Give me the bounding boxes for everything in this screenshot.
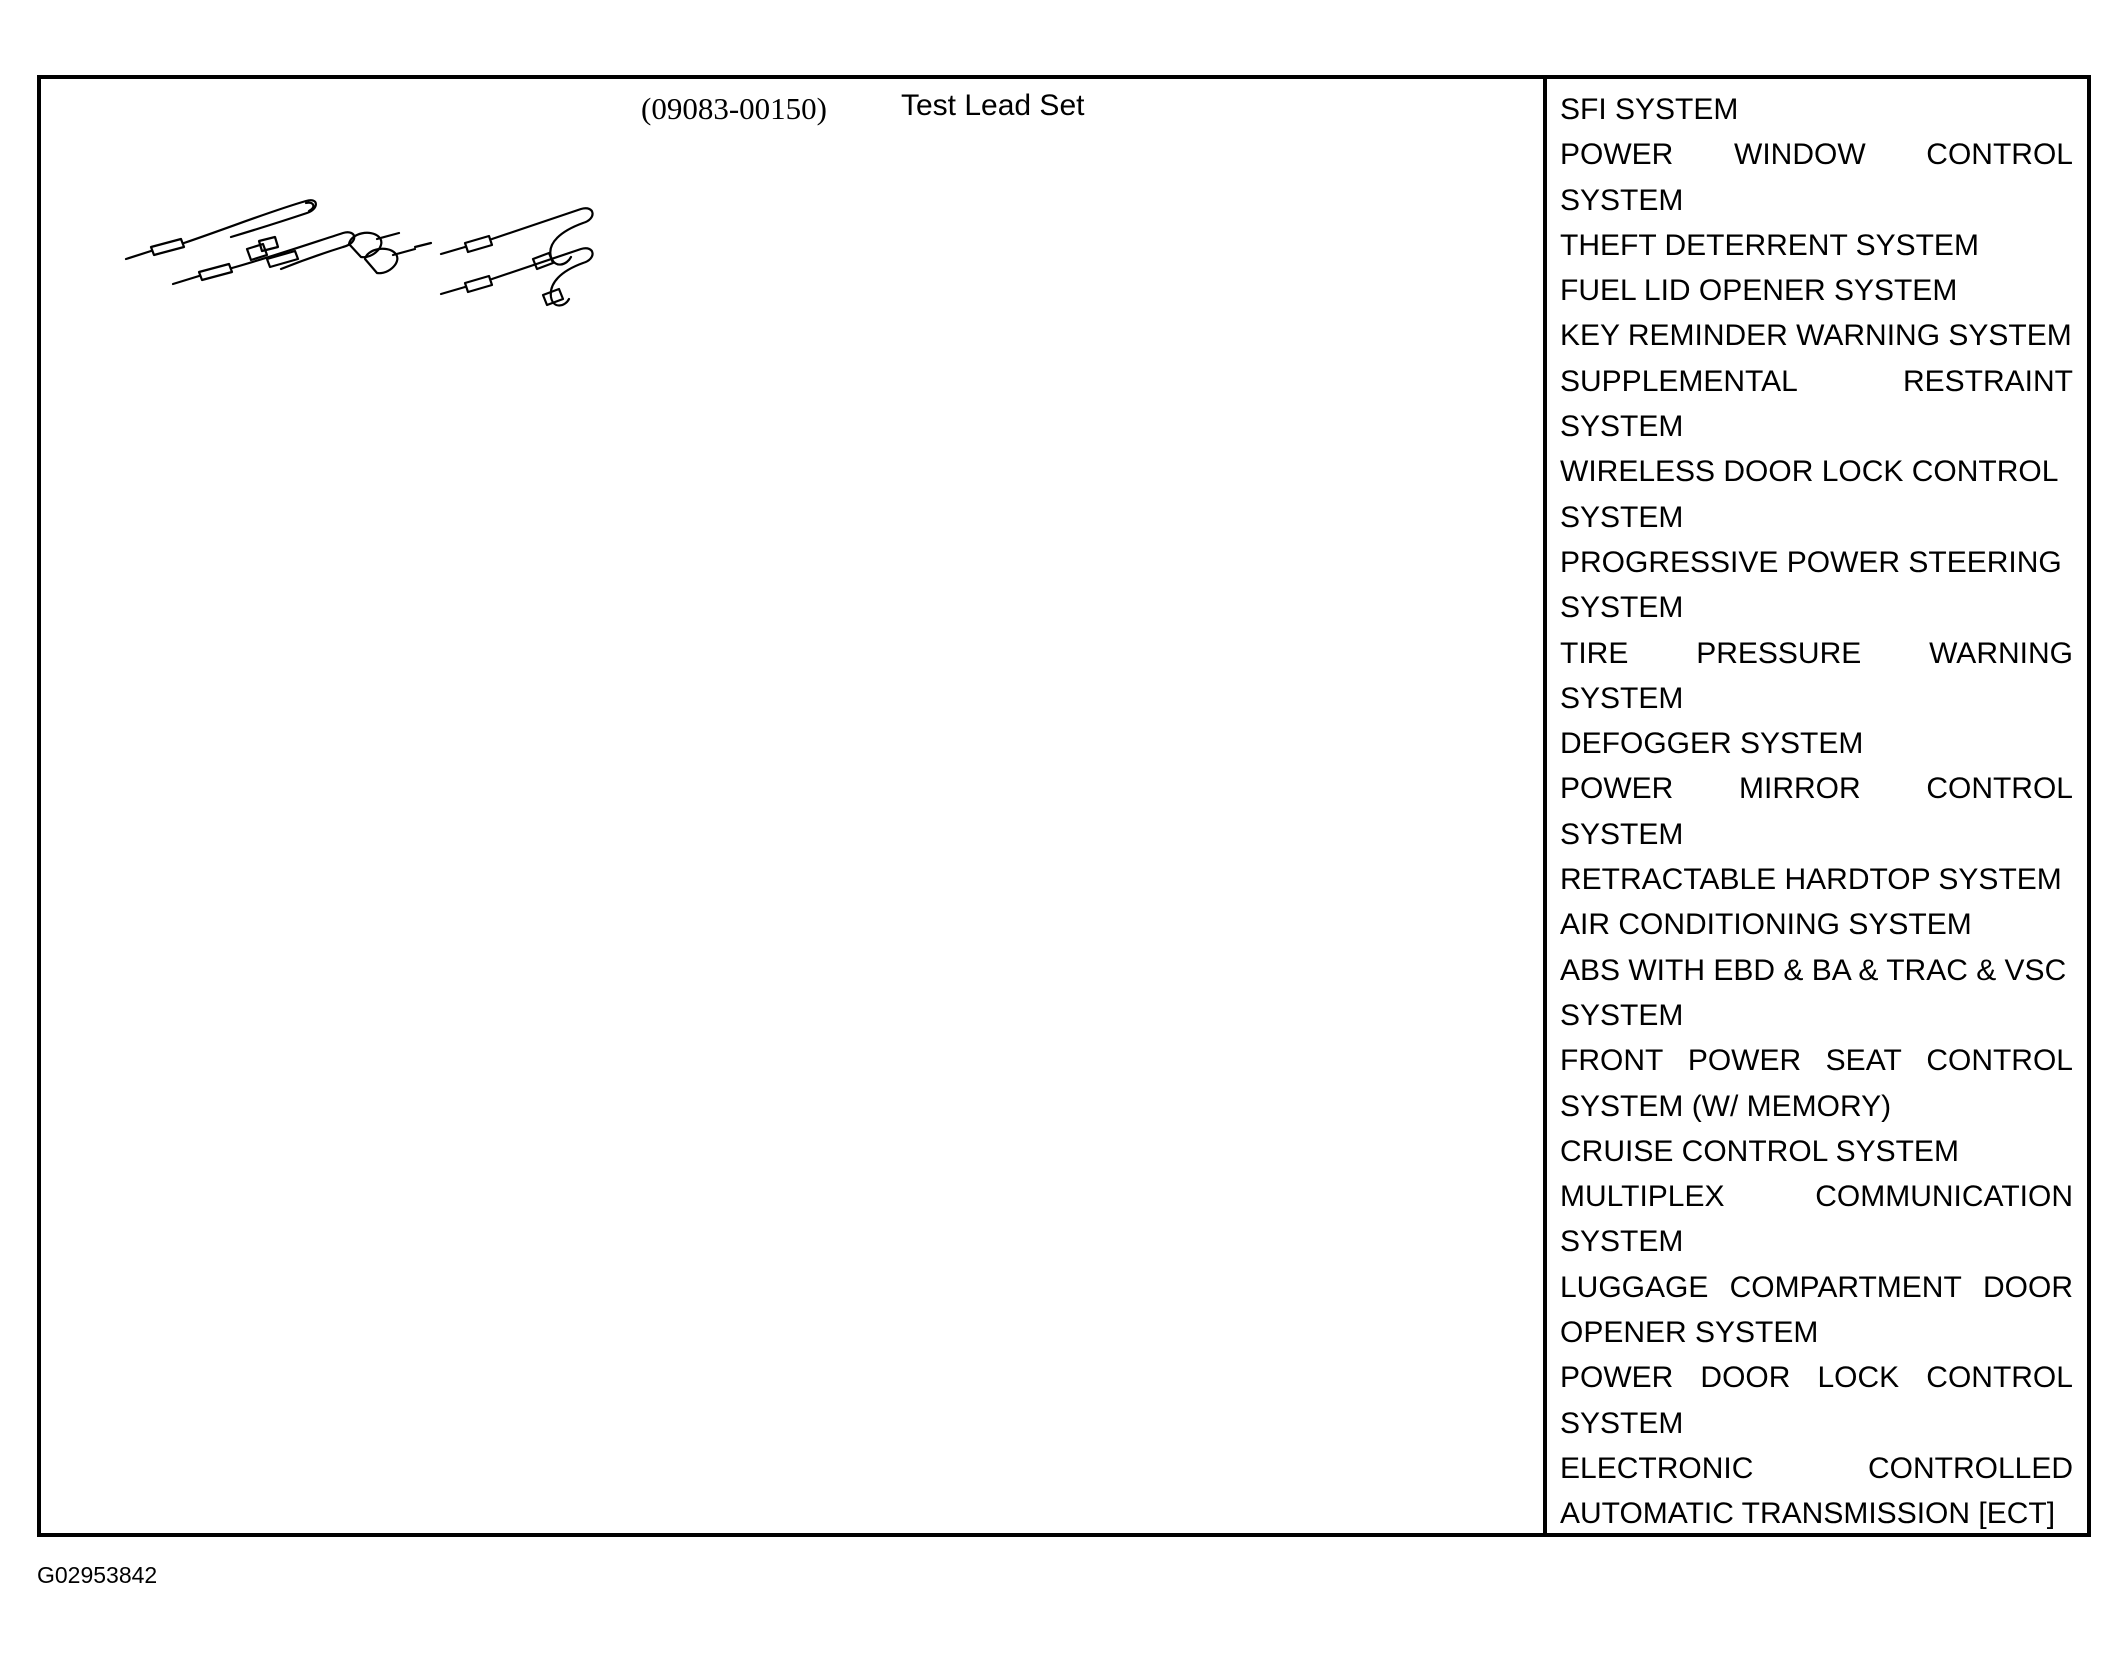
- system-line: SYSTEM (W/ MEMORY): [1560, 1089, 1892, 1123]
- system-line: SFI SYSTEM: [1560, 93, 1739, 126]
- tool-name: Test Lead Set: [901, 89, 1085, 122]
- system-line: SYSTEM: [1560, 183, 1684, 217]
- system-line: THEFT DETERRENT SYSTEM: [1560, 228, 1979, 262]
- system-line: AIR CONDITIONING SYSTEM: [1560, 908, 1972, 942]
- tool-part-number: (09083-00150): [641, 91, 827, 126]
- system-line: SYSTEM: [1560, 410, 1684, 444]
- system-line: LUGGAGE COMPARTMENT DOOR: [1560, 1270, 2073, 1304]
- system-line: MULTIPLEX COMMUNICATION: [1560, 1180, 2073, 1214]
- system-line: POWER WINDOW CONTROL: [1560, 138, 2073, 172]
- system-line: PROGRESSIVE POWER STEERING: [1560, 545, 2062, 579]
- tool-table: [37, 75, 2091, 1537]
- system-line: WIRELESS DOOR LOCK CONTROL: [1560, 455, 2059, 489]
- system-line: SYSTEM: [1560, 500, 1684, 534]
- system-line: OPENER SYSTEM: [1560, 1316, 1819, 1350]
- system-line: POWER MIRROR CONTROL: [1560, 772, 2073, 806]
- system-line: FRONT POWER SEAT CONTROL: [1560, 1044, 2073, 1078]
- system-line: SYSTEM: [1560, 1406, 1684, 1440]
- system-line: SYSTEM: [1560, 591, 1684, 625]
- system-line: POWER DOOR LOCK CONTROL: [1560, 1361, 2073, 1395]
- system-line: KEY REMINDER WARNING SYSTEM: [1560, 319, 2072, 353]
- system-line: SYSTEM: [1560, 998, 1684, 1032]
- system-line: ELECTRONIC CONTROLLED: [1560, 1451, 2073, 1485]
- figure-id: G02953842: [37, 1562, 158, 1588]
- system-line: ABS WITH EBD & BA & TRAC & VSC: [1560, 953, 2067, 987]
- system-line: DEFOGGER SYSTEM: [1560, 727, 1864, 761]
- system-line: FUEL LID OPENER SYSTEM: [1560, 274, 1958, 308]
- system-line: RETRACTABLE HARDTOP SYSTEM: [1560, 863, 2062, 897]
- applicable-systems-cell: [1547, 79, 2087, 1533]
- system-line: SYSTEM: [1560, 1225, 1684, 1259]
- system-line: AUTOMATIC TRANSMISSION [ECT]: [1560, 1497, 2056, 1531]
- system-line: TIRE PRESSURE WARNING: [1560, 636, 2073, 670]
- system-line: SYSTEM: [1560, 681, 1684, 715]
- system-line: CRUISE CONTROL SYSTEM: [1560, 1134, 1959, 1168]
- system-line: SYSTEM: [1560, 817, 1684, 851]
- tool-cell: [41, 79, 1547, 1533]
- system-line: SUPPLEMENTAL RESTRAINT: [1560, 364, 2073, 398]
- test-lead-set-illustration: [81, 119, 621, 319]
